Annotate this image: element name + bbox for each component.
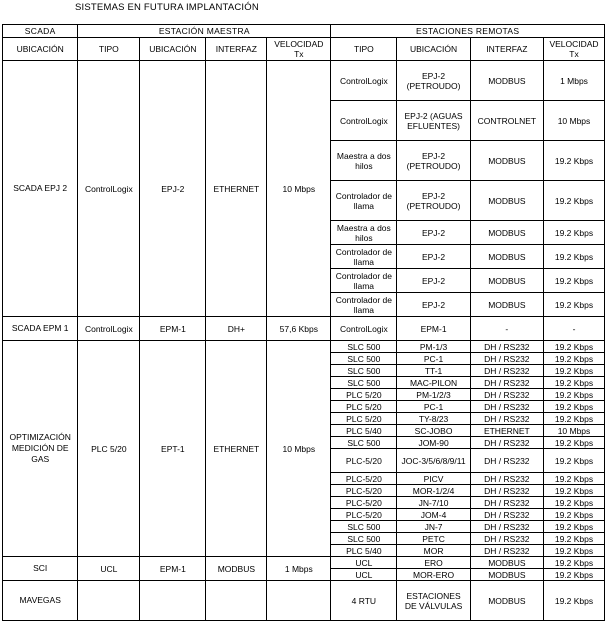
remote-interface-cell: DH / RS232 bbox=[470, 353, 543, 365]
master-type-cell: ControlLogix bbox=[78, 317, 140, 341]
col-header-remote-speed: VELOCIDAD Tx bbox=[544, 38, 605, 61]
remote-location-cell: PETC bbox=[397, 533, 470, 545]
remote-location-cell: EPJ-2 bbox=[397, 221, 470, 245]
remote-speed-cell: 19.2 Kbps bbox=[544, 365, 605, 377]
remote-type-cell: Maestra a dos hilos bbox=[331, 141, 397, 181]
remote-interface-cell: ETHERNET bbox=[470, 425, 543, 437]
remote-type-cell: Maestra a dos hilos bbox=[331, 221, 397, 245]
remote-location-cell: MAC-PILON bbox=[397, 377, 470, 389]
remote-location-cell: PC-1 bbox=[397, 353, 470, 365]
remote-interface-cell: MODBUS bbox=[470, 221, 543, 245]
remote-location-cell: MOR-1/2/4 bbox=[397, 485, 470, 497]
remote-type-cell: ControlLogix bbox=[331, 101, 397, 141]
remote-speed-cell: 19.2 Kbps bbox=[544, 413, 605, 425]
col-header-remote-location: UBICACIÓN bbox=[397, 38, 470, 61]
remote-interface-cell: DH / RS232 bbox=[470, 521, 543, 533]
master-location-cell: EPT-1 bbox=[140, 341, 206, 557]
remote-location-cell: MOR bbox=[397, 545, 470, 557]
remote-location-cell: EPJ-2 bbox=[397, 245, 470, 269]
remote-speed-cell: 19.2 Kbps bbox=[544, 557, 605, 569]
document-title: SISTEMAS EN FUTURA IMPLANTACIÓN bbox=[75, 2, 259, 13]
remote-interface-cell: DH / RS232 bbox=[470, 545, 543, 557]
master-type-cell: UCL bbox=[78, 557, 140, 581]
remote-speed-cell: 19.2 Kbps bbox=[544, 181, 605, 221]
remote-type-cell: Controlador de llama bbox=[331, 293, 397, 317]
remote-speed-cell: 19.2 Kbps bbox=[544, 269, 605, 293]
remote-interface-cell: - bbox=[470, 317, 543, 341]
remote-speed-cell: 19.2 Kbps bbox=[544, 401, 605, 413]
master-speed-cell: 10 Mbps bbox=[267, 341, 331, 557]
remote-interface-cell: DH / RS232 bbox=[470, 485, 543, 497]
remote-type-cell: SLC 500 bbox=[331, 377, 397, 389]
remote-speed-cell: 10 Mbps bbox=[544, 101, 605, 141]
remote-type-cell: SLC 500 bbox=[331, 341, 397, 353]
remote-location-cell: EPJ-2 bbox=[397, 293, 470, 317]
remote-interface-cell: MODBUS bbox=[470, 181, 543, 221]
scada-location-cell: SCADA EPM 1 bbox=[3, 317, 78, 341]
remote-interface-cell: DH / RS232 bbox=[470, 473, 543, 485]
remote-type-cell: PLC-5/20 bbox=[331, 509, 397, 521]
remote-type-cell: SLC 500 bbox=[331, 437, 397, 449]
master-interface-cell: DH+ bbox=[206, 317, 267, 341]
remote-speed-cell: 19.2 Kbps bbox=[544, 377, 605, 389]
remote-interface-cell: DH / RS232 bbox=[470, 497, 543, 509]
col-header-remote-type: TIPO bbox=[331, 38, 397, 61]
master-speed-cell: 1 Mbps bbox=[267, 557, 331, 581]
master-type-cell: ControlLogix bbox=[78, 61, 140, 317]
remote-interface-cell: MODBUS bbox=[470, 557, 543, 569]
remote-speed-cell: 19.2 Kbps bbox=[544, 141, 605, 181]
remote-location-cell: EPJ-2 (PETROUDO) bbox=[397, 181, 470, 221]
remote-speed-cell: 19.2 Kbps bbox=[544, 221, 605, 245]
scada-location-cell: SCI bbox=[3, 557, 78, 581]
remote-type-cell: PLC 5/40 bbox=[331, 545, 397, 557]
table-row bbox=[3, 61, 605, 101]
remote-interface-cell: DH / RS232 bbox=[470, 401, 543, 413]
remote-type-cell: SLC 500 bbox=[331, 533, 397, 545]
master-interface-cell: ETHERNET bbox=[206, 61, 267, 317]
remote-location-cell: PM-1/3 bbox=[397, 341, 470, 353]
remote-speed-cell: 19.2 Kbps bbox=[544, 245, 605, 269]
remote-speed-cell: 19.2 Kbps bbox=[544, 545, 605, 557]
remote-speed-cell: 10 Mbps bbox=[544, 425, 605, 437]
master-interface-cell: ETHERNET bbox=[206, 341, 267, 557]
master-speed-cell: 10 Mbps bbox=[267, 61, 331, 317]
remote-location-cell: JOC-3/5/6/8/9/11 bbox=[397, 449, 470, 473]
remote-interface-cell: DH / RS232 bbox=[470, 365, 543, 377]
remote-speed-cell: 19.2 Kbps bbox=[544, 449, 605, 473]
remote-interface-cell: DH / RS232 bbox=[470, 533, 543, 545]
col-header-remote-interface: INTERFAZ bbox=[470, 38, 543, 61]
remote-type-cell: ControlLogix bbox=[331, 61, 397, 101]
remote-location-cell: ESTACIONES DE VÁLVULAS bbox=[397, 581, 470, 621]
section-scada: SCADA bbox=[3, 25, 78, 38]
remote-type-cell: ControlLogix bbox=[331, 317, 397, 341]
table-row bbox=[3, 317, 605, 341]
remote-location-cell: EPJ-2 (AGUAS EFLUENTES) bbox=[397, 101, 470, 141]
column-header-row bbox=[3, 38, 605, 61]
remote-type-cell: SLC 500 bbox=[331, 365, 397, 377]
remote-location-cell: JOM-90 bbox=[397, 437, 470, 449]
master-location-cell: EPJ-2 bbox=[140, 61, 206, 317]
remote-speed-cell: 1 Mbps bbox=[544, 61, 605, 101]
remote-type-cell: PLC 5/20 bbox=[331, 401, 397, 413]
remote-speed-cell: 19.2 Kbps bbox=[544, 437, 605, 449]
remote-speed-cell: 19.2 Kbps bbox=[544, 353, 605, 365]
remote-location-cell: PM-1/2/3 bbox=[397, 389, 470, 401]
remote-interface-cell: DH / RS232 bbox=[470, 437, 543, 449]
remote-type-cell: PLC-5/20 bbox=[331, 473, 397, 485]
scada-location-cell: SCADA EPJ 2 bbox=[3, 61, 78, 317]
remote-location-cell: PICV bbox=[397, 473, 470, 485]
remote-interface-cell: CONTROLNET bbox=[470, 101, 543, 141]
remote-interface-cell: MODBUS bbox=[470, 569, 543, 581]
remote-type-cell: SLC 500 bbox=[331, 353, 397, 365]
remote-type-cell: PLC 5/20 bbox=[331, 413, 397, 425]
remote-interface-cell: MODBUS bbox=[470, 269, 543, 293]
remote-type-cell: PLC-5/20 bbox=[331, 449, 397, 473]
remote-speed-cell: 19.2 Kbps bbox=[544, 293, 605, 317]
scada-location-cell: OPTIMIZACIÓN MEDICIÓN DE GAS bbox=[3, 341, 78, 557]
remote-interface-cell: DH / RS232 bbox=[470, 449, 543, 473]
remote-speed-cell: 19.2 Kbps bbox=[544, 533, 605, 545]
remote-location-cell: PC-1 bbox=[397, 401, 470, 413]
remote-interface-cell: DH / RS232 bbox=[470, 341, 543, 353]
master-location-cell: EPM-1 bbox=[140, 557, 206, 581]
remote-interface-cell: MODBUS bbox=[470, 141, 543, 181]
remote-type-cell: PLC-5/20 bbox=[331, 497, 397, 509]
table-row bbox=[3, 341, 605, 353]
remote-type-cell: PLC 5/40 bbox=[331, 425, 397, 437]
col-header-master-speed: VELOCIDAD Tx bbox=[267, 38, 331, 61]
remote-type-cell: PLC-5/20 bbox=[331, 485, 397, 497]
remote-speed-cell: - bbox=[544, 317, 605, 341]
master-type-cell bbox=[78, 581, 140, 621]
remote-location-cell: MOR-ERO bbox=[397, 569, 470, 581]
remote-interface-cell: MODBUS bbox=[470, 293, 543, 317]
master-interface-cell bbox=[206, 581, 267, 621]
master-type-cell: PLC 5/20 bbox=[78, 341, 140, 557]
remote-location-cell: EPM-1 bbox=[397, 317, 470, 341]
section-header-row bbox=[3, 25, 605, 38]
scada-location-cell: MAVEGAS bbox=[3, 581, 78, 621]
remote-speed-cell: 19.2 Kbps bbox=[544, 581, 605, 621]
remote-type-cell: Controlador de llama bbox=[331, 181, 397, 221]
remote-interface-cell: DH / RS232 bbox=[470, 389, 543, 401]
remote-type-cell: UCL bbox=[331, 557, 397, 569]
remote-location-cell: TT-1 bbox=[397, 365, 470, 377]
table-body bbox=[3, 25, 605, 621]
systems-table bbox=[2, 24, 605, 621]
remote-type-cell: UCL bbox=[331, 569, 397, 581]
remote-speed-cell: 19.2 Kbps bbox=[544, 497, 605, 509]
section-master-station: ESTACIÓN MAESTRA bbox=[78, 25, 331, 38]
remote-location-cell: JOM-4 bbox=[397, 509, 470, 521]
remote-location-cell: JN-7 bbox=[397, 521, 470, 533]
remote-interface-cell: DH / RS232 bbox=[470, 413, 543, 425]
remote-location-cell: EPJ-2 (PETROUDO) bbox=[397, 61, 470, 101]
remote-type-cell: Controlador de llama bbox=[331, 245, 397, 269]
master-interface-cell: MODBUS bbox=[206, 557, 267, 581]
master-speed-cell: 57,6 Kbps bbox=[267, 317, 331, 341]
remote-speed-cell: 19.2 Kbps bbox=[544, 569, 605, 581]
remote-speed-cell: 19.2 Kbps bbox=[544, 389, 605, 401]
remote-interface-cell: MODBUS bbox=[470, 581, 543, 621]
remote-type-cell: SLC 500 bbox=[331, 521, 397, 533]
remote-location-cell: EPJ-2 (PETROUDO) bbox=[397, 141, 470, 181]
remote-speed-cell: 19.2 Kbps bbox=[544, 521, 605, 533]
table-row bbox=[3, 557, 605, 569]
remote-interface-cell: MODBUS bbox=[470, 61, 543, 101]
col-header-master-location: UBICACIÓN bbox=[140, 38, 206, 61]
master-location-cell: EPM-1 bbox=[140, 317, 206, 341]
master-speed-cell bbox=[267, 581, 331, 621]
col-header-master-interface: INTERFAZ bbox=[206, 38, 267, 61]
remote-type-cell: PLC 5/20 bbox=[331, 389, 397, 401]
col-header-scada-location: UBICACIÓN bbox=[3, 38, 78, 61]
remote-interface-cell: DH / RS232 bbox=[470, 509, 543, 521]
section-remote-stations: ESTACIONES REMOTAS bbox=[331, 25, 605, 38]
col-header-master-type: TIPO bbox=[78, 38, 140, 61]
remote-location-cell: SC-JOBO bbox=[397, 425, 470, 437]
remote-speed-cell: 19.2 Kbps bbox=[544, 473, 605, 485]
remote-location-cell: ERO bbox=[397, 557, 470, 569]
remote-speed-cell: 19.2 Kbps bbox=[544, 341, 605, 353]
remote-interface-cell: MODBUS bbox=[470, 245, 543, 269]
remote-location-cell: TY-8/23 bbox=[397, 413, 470, 425]
remote-speed-cell: 19.2 Kbps bbox=[544, 509, 605, 521]
remote-speed-cell: 19.2 Kbps bbox=[544, 485, 605, 497]
master-location-cell bbox=[140, 581, 206, 621]
remote-location-cell: JN-7/10 bbox=[397, 497, 470, 509]
table-row bbox=[3, 581, 605, 621]
remote-interface-cell: DH / RS232 bbox=[470, 377, 543, 389]
remote-type-cell: 4 RTU bbox=[331, 581, 397, 621]
remote-type-cell: Controlador de llama bbox=[331, 269, 397, 293]
remote-location-cell: EPJ-2 bbox=[397, 269, 470, 293]
